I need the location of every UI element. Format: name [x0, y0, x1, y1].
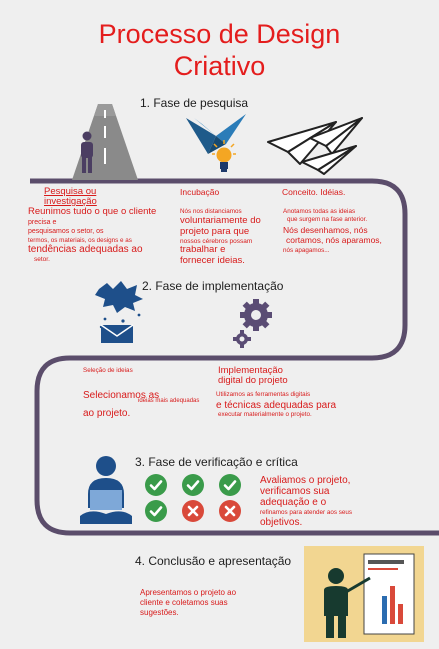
cross-icon: [182, 500, 204, 522]
page-title-line2: Criativo: [173, 51, 266, 81]
implementacao-line-2: e técnicas adequadas para: [216, 400, 337, 411]
pesquisa-line-6: setor.: [34, 256, 50, 263]
verificacao-line-2: verificamos sua: [260, 486, 330, 497]
pesquisa-title: Pesquisa ou investigação: [44, 186, 97, 207]
check-icon: [145, 500, 167, 522]
gears-icon: [232, 297, 276, 349]
phase-1-heading: 1. Fase de pesquisa: [140, 96, 249, 110]
conclusao-line-1: Apresentamos o projeto ao: [140, 588, 237, 597]
selecao-line-2: ideias mais adequadas: [138, 398, 200, 404]
cross-icon: [219, 500, 241, 522]
check-icon: [182, 474, 204, 496]
conceito-line-4: cortamos, nós aparamos,: [286, 235, 382, 245]
selecao-line-3: ao projeto.: [83, 408, 131, 419]
pesquisa-line-4: termos, os materiais, os designs e as: [28, 237, 132, 244]
implementacao-title: Implementação digital do projeto: [218, 365, 288, 386]
person-icon: [79, 131, 95, 173]
check-icon: [219, 474, 241, 496]
check-icon: [145, 474, 167, 496]
incubacao-line-2: voluntariamente do: [180, 215, 261, 226]
conceito-title: Conceito. Idéias.: [282, 187, 346, 197]
phase-3-heading: 3. Fase de verificação e crítica: [135, 455, 298, 469]
page-title-line1: Processo de Design: [98, 19, 341, 49]
phase-4-heading: 4. Conclusão e apresentação: [135, 554, 292, 568]
incubacao-line-5: trabalhar e: [180, 244, 226, 255]
paper-planes-icon: [266, 116, 366, 174]
pesquisa-line-5: tendências adequadas ao: [28, 244, 143, 255]
conclusao-line-2: cliente e coletamos suas: [140, 598, 228, 607]
verificacao-line-1: Avaliamos o projeto,: [260, 475, 351, 486]
verificacao-line-4: refinamos para atender aos seus: [260, 509, 353, 516]
pesquisa-line-1: Reunimos tudo o que o cliente: [28, 206, 157, 217]
verification-results: [145, 474, 251, 524]
conceito-line-5: nós apagamos...: [283, 247, 330, 254]
laptop-person-icon: [80, 456, 132, 528]
presentation-icon: [304, 546, 424, 642]
email-icon: [93, 281, 147, 343]
pesquisa-line-2: precisa e: [28, 219, 57, 226]
conclusao-line-3: sugestões.: [140, 608, 179, 617]
conceito-line-2: que surgem na fase anterior.: [287, 216, 368, 223]
incubacao-line-3: projeto para que: [180, 226, 250, 237]
incubacao-title: Incubação: [180, 187, 220, 197]
conceito-line-1: Anotamos todas as ideias: [283, 208, 356, 215]
selecao-title: Seleção de ideias: [83, 367, 133, 374]
incubacao-line-4: nossos cérebros possam: [180, 238, 253, 245]
verificacao-line-3: adequação e o: [260, 497, 327, 508]
implementacao-line-1: Utilizamos as ferramentas digitais: [216, 391, 311, 398]
incubacao-line-1: Nós nos distanciamos: [180, 208, 242, 215]
lightbulb-icon: [212, 140, 236, 174]
pesquisa-line-3: pesquisamos o setor, os: [28, 228, 104, 235]
incubacao-line-6: fornecer ideias.: [180, 255, 245, 266]
phase-2-heading: 2. Fase de implementação: [142, 279, 284, 293]
selecao-line-1: Selecionamos as: [83, 390, 160, 401]
verificacao-line-5: objetivos.: [260, 517, 303, 528]
conceito-line-3: Nós desenhamos, nós: [283, 225, 368, 235]
implementacao-line-3: executar materialmente o projeto.: [218, 411, 312, 418]
